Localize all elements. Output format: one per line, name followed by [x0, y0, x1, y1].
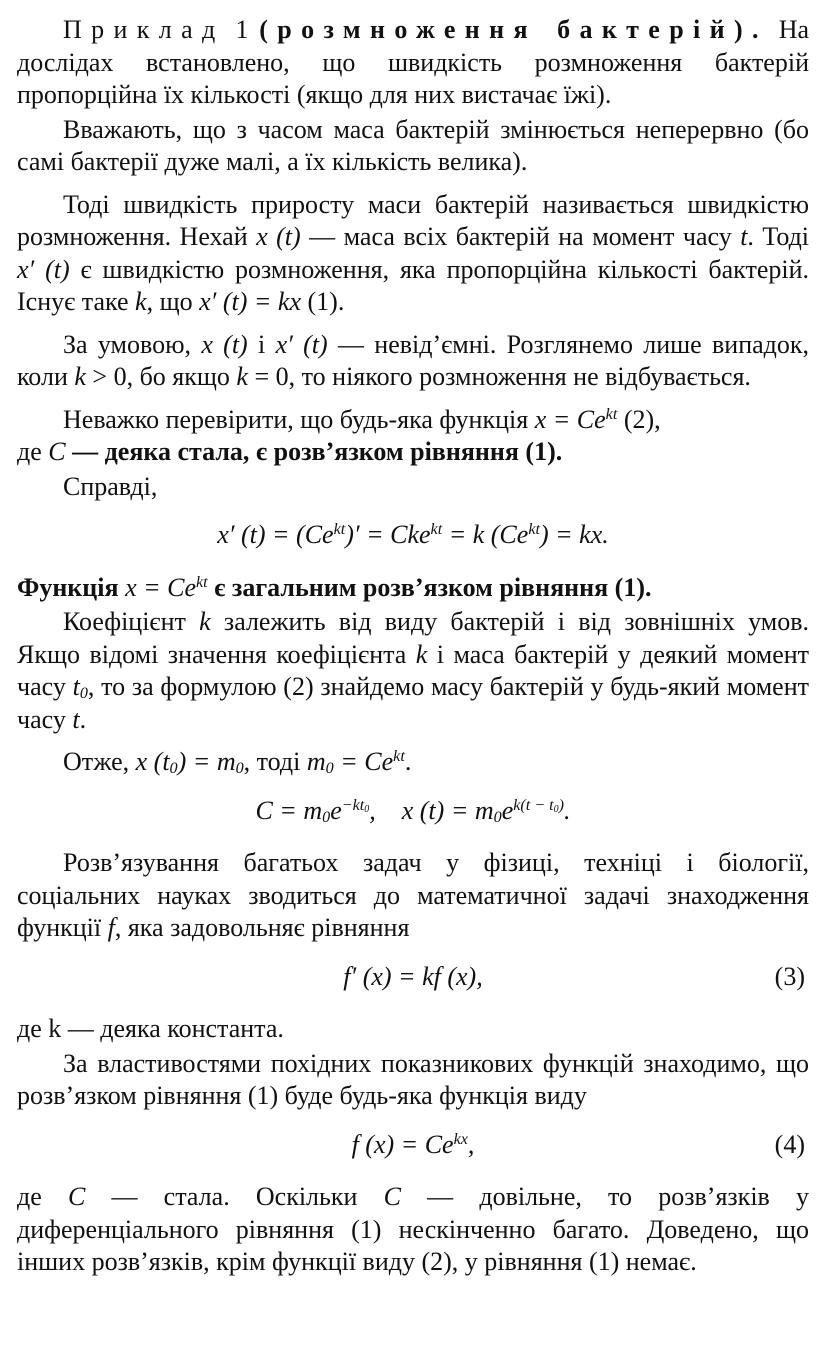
equation-2: $x = Ce^{kt}$: [534, 404, 618, 434]
mass-derivative: x′ (t): [17, 254, 70, 284]
example-number: 1: [235, 15, 249, 44]
paragraph-coefficient: Коефіцієнт k залежить від виду бактерій і від зовнішніх умов. Якщо відомі значення коефіцієнта k і маса бактерій у деякий момент часу $t_0$, то за формулою (2) знайдемо масу бактерій у будь-який момент часу t.: [17, 607, 810, 734]
paragraph-constant-note: де k — деяка константа.: [17, 1014, 284, 1043]
formula-verification: x′ $(t) = (Ce^{kt})' = Cke^{kt} = k$ $(Ce^{kt})$ = kx.: [217, 520, 609, 549]
paragraph-initial-condition: Отже, x $(t_0) = m_0$, тоді $m_0 = Ce^{kt}$.: [63, 747, 412, 778]
paragraph-solution-claim: Неважко перевірити, що будь-яка функція $x = Ce^{kt}$ (2), де C — деяка стала, є розв’язком рівняння (1).: [17, 404, 661, 466]
example-title: (розмноження бактерій).: [259, 15, 768, 44]
equation-1: x′ (t) = kx: [199, 287, 301, 316]
formula-equation-4: f $(x) = Ce^{kx}$, (4): [17, 1129, 809, 1162]
equation-number-3: (3): [774, 961, 805, 991]
equation-number-4: (4): [774, 1129, 805, 1159]
paragraph-exponential-property: За властивостями похідних показникових функцій знаходимо, що розв’язком рівняння (1) буде будь-яка функція виду: [17, 1048, 809, 1110]
paragraph-continuity: Вважають, що з часом маса бактерій змінюється неперервно (бо самі бактерії дуже малі, а їх кількість велика).: [17, 114, 809, 176]
example-intro: На дослідах встановлено, що швидкість розмноження бактерій пропорційна їх кількості (якщо для них вистачає їжі).: [17, 15, 810, 109]
example-label: Приклад: [63, 15, 225, 44]
paragraph-applications: Розв’язування багатьох задач у фізиці, техніці і біології, соціальних науках зводиться до математичної задачі знаходження функції f, яка задовольняє рівняння: [17, 848, 809, 942]
paragraph-growth-rate: Тоді швидкість приросту маси бактерій називається швидкістю розмноження. Нехай x (t) — маса всіх бактерій на момент часу t. Тоді x′ (t) є швидкістю розмноження, яка пропорційна кількості бактерій. Існує таке k, що x′ (t) = kx (1).: [17, 189, 810, 316]
formula-constant: $C = m_0e^{-kt_0}$, x $(t) = m_0e^{k(t - t_0)}$.: [255, 795, 571, 826]
paragraph-general-solution: Функція $x = Ce^{kt}$ є загальним розв’язком рівняння (1).: [17, 572, 652, 602]
example-paragraph: [17, 14, 809, 112]
paragraph-condition: За умовою, x (t) і x′ (t) — невід’ємні. Розглянемо лише випадок, коли k > 0, бо якщо k = 0, то ніякого розмноження не відбувається.: [17, 329, 810, 391]
paragraph-indeed: Справді,: [63, 471, 158, 501]
mass-function: x (t): [256, 222, 301, 251]
formula-equation-3: f′ (x) = kf (x), (3): [17, 961, 809, 994]
paragraph-conclusion: де C — стала. Оскільки C — довільне, то розв’язків у диференціального рівняння (1) нескінченно багато. Доведено, що інших розв’язків, крім функції виду (2), у рівняння (1) немає.: [17, 1182, 810, 1276]
